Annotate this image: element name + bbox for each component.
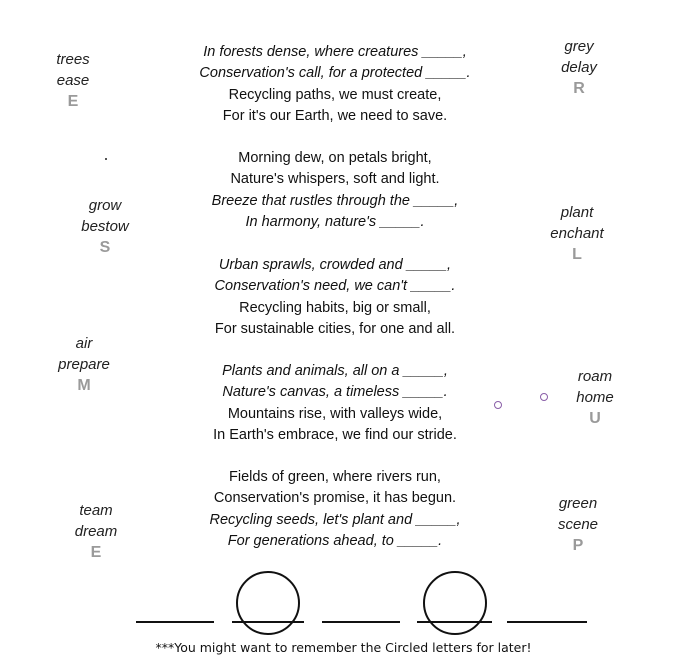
option-letter: U [589, 410, 601, 427]
word-option-left-1 [18, 50, 128, 113]
word-option-left-2 [50, 196, 160, 259]
answer-blank-1 [136, 621, 214, 623]
poem-line: Nature's whispers, soft and light. [230, 171, 440, 188]
word-option-right-4 [523, 494, 633, 557]
option-word: trees [56, 51, 90, 68]
answer-circle-1 [236, 571, 300, 635]
option-letter: R [573, 80, 585, 97]
option-word: air [75, 335, 93, 352]
option-word: roam [577, 368, 613, 385]
word-option-left-3 [29, 334, 139, 397]
option-letter: E [90, 544, 102, 561]
option-word: grow [88, 197, 122, 214]
poem-line: Recycling paths, we must create, [228, 86, 442, 103]
option-word: scene [557, 515, 599, 533]
poem-line: For sustainable cities, for one and all. [214, 321, 456, 338]
poem-line: Plants and animals, all on a _____, [222, 363, 448, 379]
word-option-left-4 [41, 501, 151, 564]
small-circle-mark [494, 401, 502, 409]
poem-stanza-4 [180, 361, 490, 447]
poem-line: Mountains rise, with valleys wide, [227, 405, 443, 422]
answer-blank-5 [507, 621, 587, 623]
option-letter: M [77, 377, 91, 394]
poem-line: Conservation's need, we can't _____. [214, 278, 456, 295]
option-word: prepare [58, 355, 110, 373]
footer-note: ***You might want to remember the Circled letters for later! [155, 640, 532, 655]
answer-blank-3 [322, 621, 400, 623]
option-letter: E [67, 93, 79, 110]
poem-line: Morning dew, on petals bright, [238, 150, 432, 166]
small-circle-mark [540, 393, 548, 401]
option-word: plant [560, 204, 594, 221]
option-word: ease [56, 71, 90, 89]
option-letter: S [99, 239, 111, 256]
option-word: green [558, 495, 598, 512]
poem-line: Conservation's promise, it has begun. [213, 490, 457, 507]
option-letter: P [572, 537, 584, 554]
option-word: dream [74, 522, 118, 540]
speck-mark [105, 158, 107, 160]
poem-line: Conservation's call, for a protected _____. [199, 65, 471, 82]
option-word: home [576, 388, 614, 406]
poem-line: Recycling habits, big or small, [239, 299, 431, 316]
word-option-right-2 [522, 203, 632, 266]
poem-stanza-1 [180, 42, 490, 128]
answer-circle-2 [423, 571, 487, 635]
poem-line: Fields of green, where rivers run, [229, 469, 441, 485]
poem-line: For it's our Earth, we need to save. [222, 108, 448, 125]
option-word: enchant [550, 224, 604, 242]
word-option-right-1 [524, 37, 634, 100]
poem-line: In harmony, nature's _____. [245, 214, 425, 231]
option-word: grey [564, 38, 594, 55]
option-letter: L [572, 246, 582, 263]
poem-stanza-5 [180, 467, 490, 553]
poem-line: In forests dense, where creatures _____, [203, 44, 467, 60]
poem-stanza-2 [180, 148, 490, 234]
option-word: delay [561, 58, 597, 76]
option-word: team [79, 502, 113, 519]
poem-line: Urban sprawls, crowded and _____, [218, 257, 452, 273]
poem-line: Nature's canvas, a timeless _____. [222, 384, 448, 401]
word-option-right-3 [540, 367, 650, 430]
poem-line: In Earth's embrace, we find our stride. [213, 427, 457, 444]
poem-line: Recycling seeds, let's plant and _____, [209, 511, 461, 528]
poem-line: Breeze that rustles through the _____, [211, 192, 459, 209]
poem-stanza-3 [180, 255, 490, 341]
option-word: bestow [81, 217, 129, 235]
poem-line: For generations ahead, to _____. [227, 533, 443, 550]
